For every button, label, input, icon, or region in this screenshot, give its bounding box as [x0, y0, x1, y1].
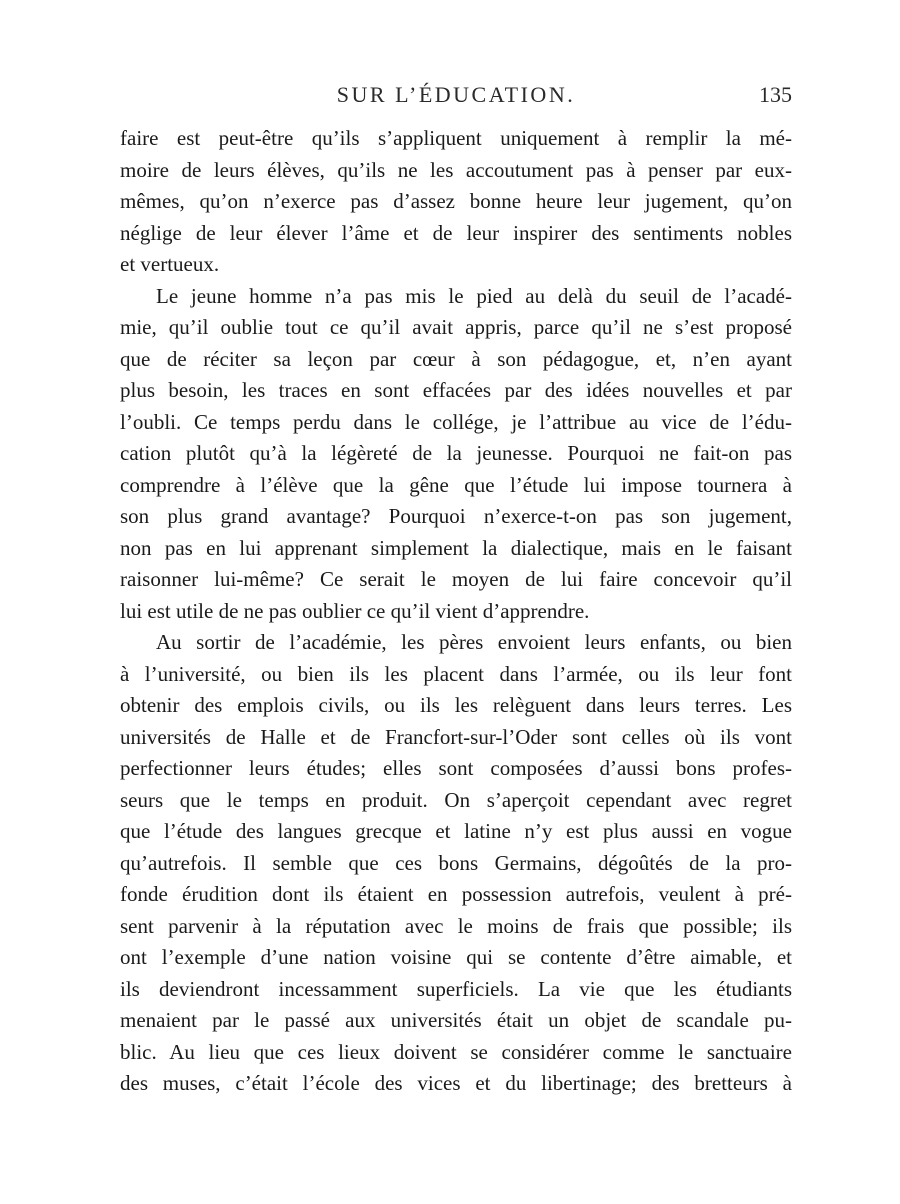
text-line: des muses, c’était l’école des vices et du libertinage; des bretteurs à	[120, 1071, 792, 1095]
text-line: lui est utile de ne pas oublier ce qu’il vient d’apprendre.	[120, 598, 590, 623]
text-line: seurs que le temps en produit. On s’aperçoit cependant avec regret	[120, 787, 792, 812]
text-line: sent parvenir à la réputation avec le moins de frais que possible; ils	[120, 913, 792, 938]
text-line: cation plutôt qu’à la légèreté de la jeunesse. Pourquoi ne fait-on pas	[120, 441, 792, 465]
text-line: à l’université, ou bien ils les placent dans l’armée, ou ils leur font	[120, 661, 792, 686]
text-line: que de réciter sa leçon par cœur à son pédagogue, et, n’en ayant	[120, 346, 792, 371]
text-line: ont l’exemple d’une nation voisine qui se contente d’être aimable, et	[120, 945, 792, 969]
text-line: l’oubli. Ce temps perdu dans le collége, je l’attribue au vice de l’édu-	[120, 409, 792, 434]
text-line: son plus grand avantage? Pourquoi n’exerce-t-on pas son jugement,	[120, 504, 792, 528]
body-text	[120, 123, 792, 1100]
paragraph-1	[120, 123, 792, 281]
paragraph-3	[120, 627, 792, 1100]
text-line: mie, qu’il oublie tout ce qu’il avait appris, parce qu’il ne s’est proposé	[120, 315, 792, 339]
text-line: Au sortir de l’académie, les pères envoient leurs enfants, ou bien	[156, 630, 792, 654]
running-title: SUR L’ÉDUCATION.	[336, 82, 576, 107]
text-line: obtenir des emplois civils, ou ils les relèguent dans leurs terres. Les	[120, 693, 792, 717]
paragraph-2	[120, 281, 792, 628]
text-line: perfectionner leurs études; elles sont composées d’aussi bons profes-	[120, 756, 792, 780]
text-line: ils deviendront incessamment superficiels. La vie que les étudiants	[120, 976, 792, 1001]
text-line: qu’autrefois. Il semble que ces bons Germains, dégoûtés de la pro-	[120, 850, 792, 875]
text-line: Le jeune homme n’a pas mis le pied au delà du seuil de l’acadé-	[156, 283, 792, 308]
text-line: non pas en lui apprenant simplement la dialectique, mais en le faisant	[120, 535, 792, 560]
page-number: 135	[759, 82, 792, 107]
text-line: blic. Au lieu que ces lieux doivent se considérer comme le sanctuaire	[120, 1039, 792, 1064]
text-line: que l’étude des langues grecque et latine n’y est plus aussi en vogue	[120, 819, 792, 843]
text-line: comprendre à l’élève que la gêne que l’étude lui impose tournera à	[120, 472, 792, 497]
running-head	[120, 82, 792, 112]
text-line: plus besoin, les traces en sont effacées par des idées nouvelles et par	[120, 378, 792, 402]
text-line: fonde érudition dont ils étaient en possession autrefois, veulent à pré-	[120, 882, 792, 906]
text-line: et vertueux.	[120, 252, 220, 276]
text-line: menaient par le passé aux universités était un objet de scandale pu-	[120, 1008, 792, 1032]
text-line: raisonner lui-même? Ce serait le moyen de lui faire concevoir qu’il	[120, 567, 792, 591]
text-line: moire de leurs élèves, qu’ils ne les accoutument pas à penser par eux-	[120, 157, 792, 182]
text-line: faire est peut-être qu’ils s’appliquent uniquement à remplir la mé-	[120, 126, 792, 150]
text-line: universités de Halle et de Francfort-sur-l’Oder sont celles où ils vont	[120, 724, 792, 749]
text-line: néglige de leur élever l’âme et de leur inspirer des sentiments nobles	[120, 220, 792, 245]
text-line: mêmes, qu’on n’exerce pas d’assez bonne heure leur jugement, qu’on	[120, 189, 792, 213]
